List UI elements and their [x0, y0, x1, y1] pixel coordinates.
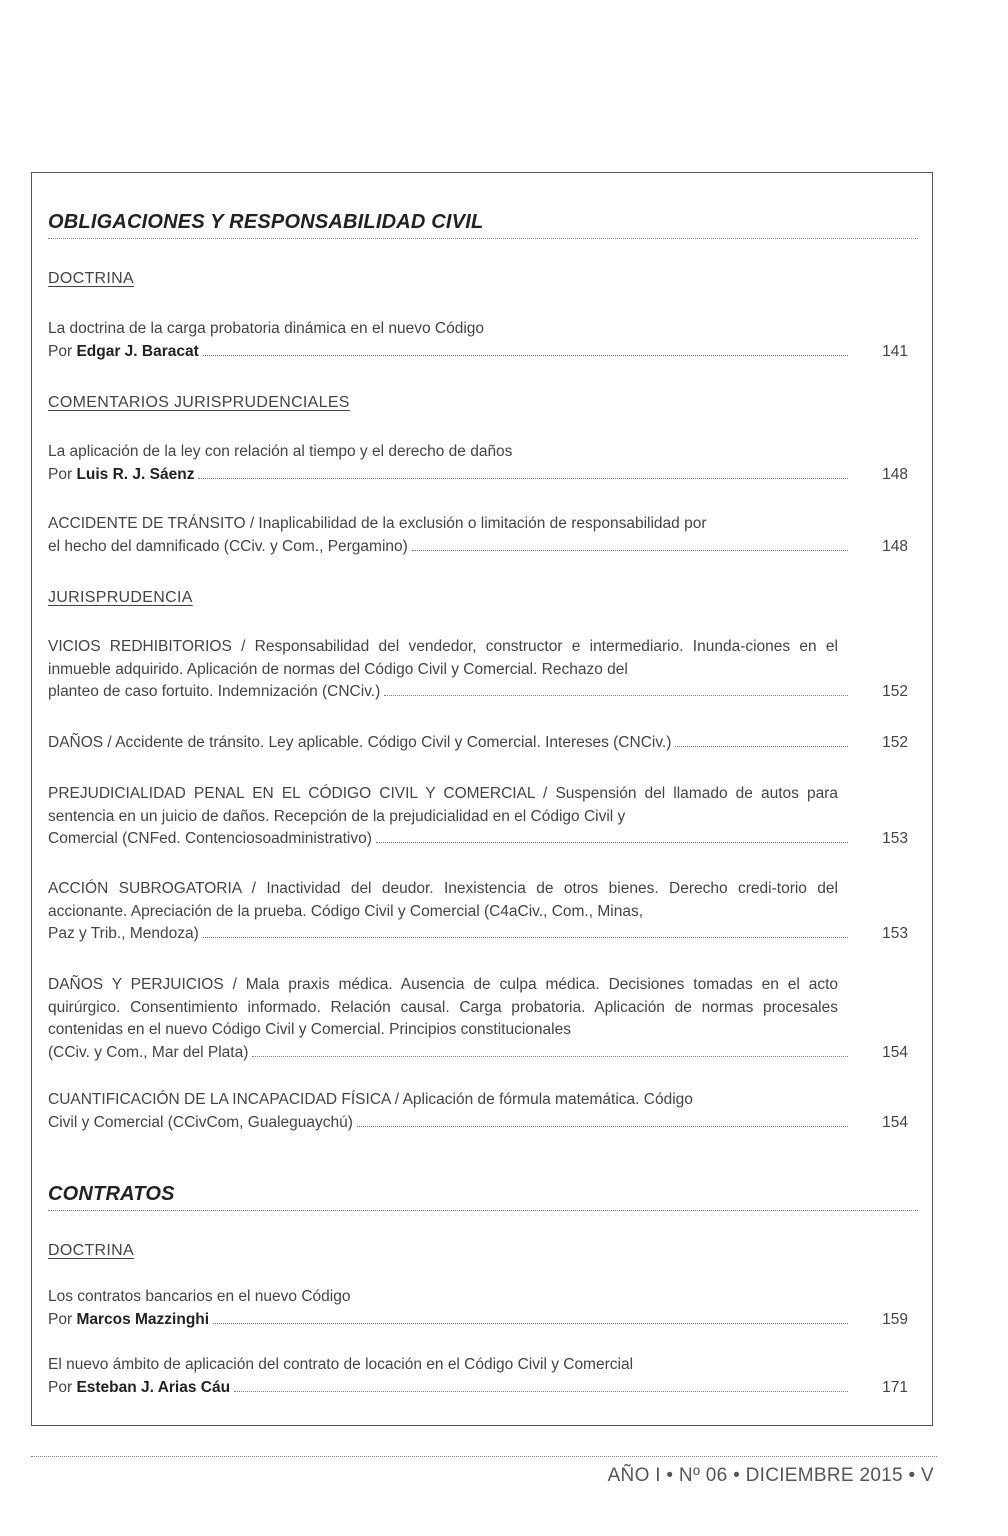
- entry-last-line: / Accidente de tránsito. Ley aplicable. Código Civil y Comercial. Intereses (CNCiv.): [103, 734, 672, 751]
- toc-entry[interactable]: [48, 1354, 908, 1399]
- section-title-obligaciones: [48, 211, 908, 234]
- subhead-doctrina: DOCTRINA: [48, 1242, 134, 1259]
- toc-entry[interactable]: [48, 878, 908, 946]
- author-prefix: Por: [48, 1378, 73, 1396]
- entry-head: CUANTIFICACIÓN DE LA INCAPACIDAD FÍSICA: [48, 1091, 391, 1108]
- toc-entry[interactable]: [48, 732, 908, 755]
- entry-last-line: Comercial (CNFed. Contenciosoadministrativo): [48, 830, 372, 847]
- entry-head: ACCIÓN SUBROGATORIA: [48, 880, 242, 897]
- page-number: 171: [882, 1378, 908, 1396]
- entry-last-line: planteo de caso fortuito. Indemnización (CNCiv.): [48, 683, 381, 700]
- entry-text: / Inactividad del deudor. Inexistencia de otros bienes. Derecho credi-torio del accionante. Apreciación de la prueba. Código Civil y Comercial (C4aCiv., Com., Minas,: [48, 880, 838, 920]
- page-number: 154: [882, 1113, 908, 1131]
- toc-entry[interactable]: [48, 1089, 908, 1134]
- author-name: Esteban J. Arias Cáu: [76, 1378, 231, 1396]
- toc-entry[interactable]: [48, 441, 908, 486]
- page-number: 148: [882, 537, 908, 555]
- entry-head: DAÑOS Y PERJUICIOS: [48, 976, 224, 993]
- table-of-contents: [31, 172, 933, 1426]
- toc-entry[interactable]: [48, 513, 908, 558]
- leader-dots: [203, 355, 848, 356]
- leader-dots: [234, 1391, 848, 1392]
- page-number: 152: [882, 683, 908, 700]
- entry-head: DAÑOS: [48, 734, 104, 751]
- leader-dots: [376, 842, 848, 843]
- entry-text: / Suspensión del llamado de autos para sentencia en un juicio de daños. Recepción de la prejudicialidad en el Código Civil y: [48, 785, 838, 825]
- page-number: 154: [882, 1043, 908, 1061]
- toc-entry[interactable]: [48, 318, 908, 363]
- author-prefix: Por: [48, 342, 73, 360]
- entry-head: PREJUDICIALIDAD PENAL EN EL CÓDIGO CIVIL Y COMERCIAL: [48, 785, 535, 802]
- entry-last-line: Paz y Trib., Mendoza): [48, 925, 199, 942]
- leader-dots: [203, 937, 848, 938]
- leader-dots: [213, 1323, 848, 1324]
- leader-dots: [357, 1126, 848, 1127]
- author-name: Marcos Mazzinghi: [76, 1310, 210, 1328]
- page-number: 152: [882, 734, 908, 751]
- section-title-text: OBLIGACIONES Y RESPONSABILIDAD CIVIL: [48, 211, 484, 233]
- subhead-jurisprudencia: JURISPRUDENCIA: [48, 589, 193, 606]
- section-divider: [48, 238, 918, 239]
- leader-dots: [198, 478, 848, 479]
- page-number: 141: [882, 342, 908, 360]
- entry-head: ACCIDENTE DE TRÁNSITO: [48, 515, 246, 532]
- leader-dots: [252, 1056, 848, 1057]
- toc-entry[interactable]: [48, 783, 908, 851]
- author-prefix: Por: [48, 465, 73, 483]
- author-prefix: Por: [48, 1310, 73, 1328]
- entry-text: / Inaplicabilidad de la exclusión o limitación de responsabilidad por: [245, 515, 707, 532]
- leader-dots: [675, 746, 848, 747]
- entry-last-line: el hecho del damnificado (CCiv. y Com., Pergamino): [48, 537, 408, 555]
- subhead-doctrina: DOCTRINA: [48, 270, 134, 287]
- entry-text: / Mala praxis médica. Ausencia de culpa médica. Decisiones tomadas en el acto quirúrgico. Consentimiento informado. Relación causal. Carga probatoria. Aplicación de normas procesales contenidas en el nuevo Código Civil y Comercial. Principios constitucionales: [48, 976, 838, 1038]
- entry-title: Los contratos bancarios en el nuevo Código: [48, 1288, 351, 1305]
- page-number: 153: [882, 830, 908, 847]
- section-title-contratos: [48, 1183, 908, 1206]
- toc-entry[interactable]: [48, 636, 908, 704]
- page-number: 159: [882, 1310, 908, 1328]
- entry-head: VICIOS REDHIBITORIOS: [48, 638, 232, 655]
- page-footer: AÑO I • Nº 06 • DICIEMBRE 2015 • V: [607, 1465, 934, 1486]
- entry-title: El nuevo ámbito de aplicación del contrato de locación en el Código Civil y Comercial: [48, 1356, 634, 1373]
- page-number: 148: [882, 465, 908, 483]
- entry-title: La aplicación de la ley con relación al tiempo y el derecho de daños: [48, 443, 513, 460]
- toc-entry[interactable]: [48, 974, 908, 1064]
- entry-last-line: Civil y Comercial (CCivCom, Gualeguaychú): [48, 1113, 353, 1131]
- footer-divider: [31, 1456, 937, 1457]
- author-name: Luis R. J. Sáenz: [76, 465, 195, 483]
- author-name: Edgar J. Baracat: [76, 342, 199, 360]
- leader-dots: [412, 550, 848, 551]
- subhead-comentarios: COMENTARIOS JURISPRUDENCIALES: [48, 394, 350, 411]
- entry-last-line: (CCiv. y Com., Mar del Plata): [48, 1043, 249, 1061]
- entry-title: La doctrina de la carga probatoria dinámica en el nuevo Código: [48, 320, 485, 337]
- section-divider: [48, 1210, 918, 1211]
- toc-entry[interactable]: [48, 1286, 908, 1331]
- section-title-text: CONTRATOS: [48, 1183, 175, 1205]
- entry-text: / Responsabilidad del vendedor, constructor e intermediario. Inunda-ciones en el inmueble adquirido. Aplicación de normas del Código Civil y Comercial. Rechazo del: [48, 638, 838, 678]
- entry-text: / Aplicación de fórmula matemática. Código: [390, 1091, 693, 1108]
- page-number: 153: [882, 925, 908, 942]
- leader-dots: [384, 695, 848, 696]
